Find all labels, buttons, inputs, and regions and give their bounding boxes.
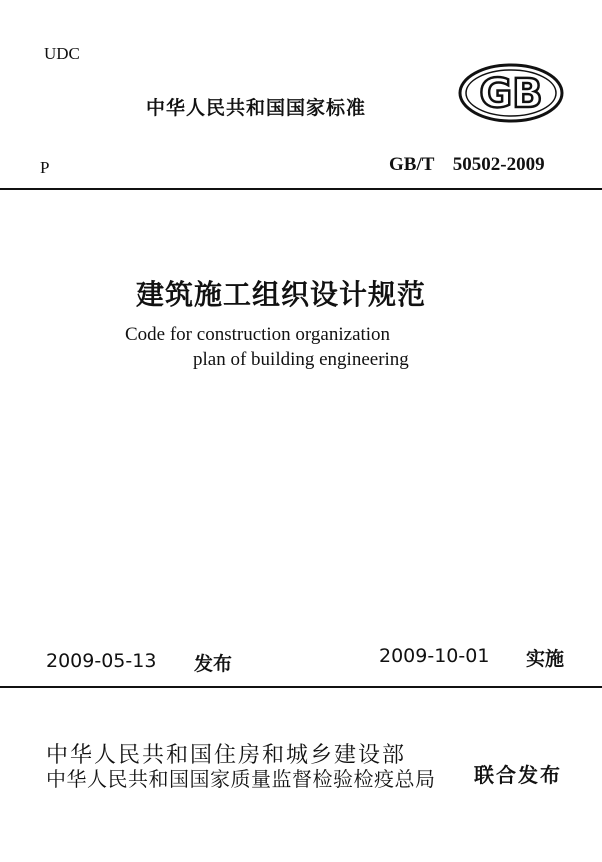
- issuer-aqsiq: 中华人民共和国国家质量监督检验检疫总局: [46, 767, 436, 791]
- english-title-line-1: Code for construction organization: [125, 324, 391, 345]
- gb-logo-icon: [458, 63, 564, 123]
- gb-logo-text: GB: [479, 71, 543, 117]
- joint-issue-label: 联合发布: [474, 763, 562, 787]
- udc-label: UDC: [44, 44, 80, 63]
- bottom-divider: [0, 686, 602, 688]
- national-standard-title: 中华人民共和国国家标准: [146, 97, 367, 119]
- issue-label: 发布: [194, 653, 233, 675]
- top-divider: [0, 188, 602, 190]
- standard-number: GB/T 50502-2009: [389, 154, 545, 175]
- implementation-date: 2009-10-01: [379, 645, 490, 667]
- chinese-title: 建筑施工组织设计规范: [136, 278, 427, 311]
- issuer-ministry: 中华人民共和国住房和城乡建设部: [46, 743, 407, 768]
- issue-date: 2009-05-13: [46, 650, 157, 672]
- implementation-label: 实施: [526, 648, 565, 670]
- classification-code: P: [40, 158, 50, 177]
- english-title-line-2: plan of building engineering: [193, 349, 409, 370]
